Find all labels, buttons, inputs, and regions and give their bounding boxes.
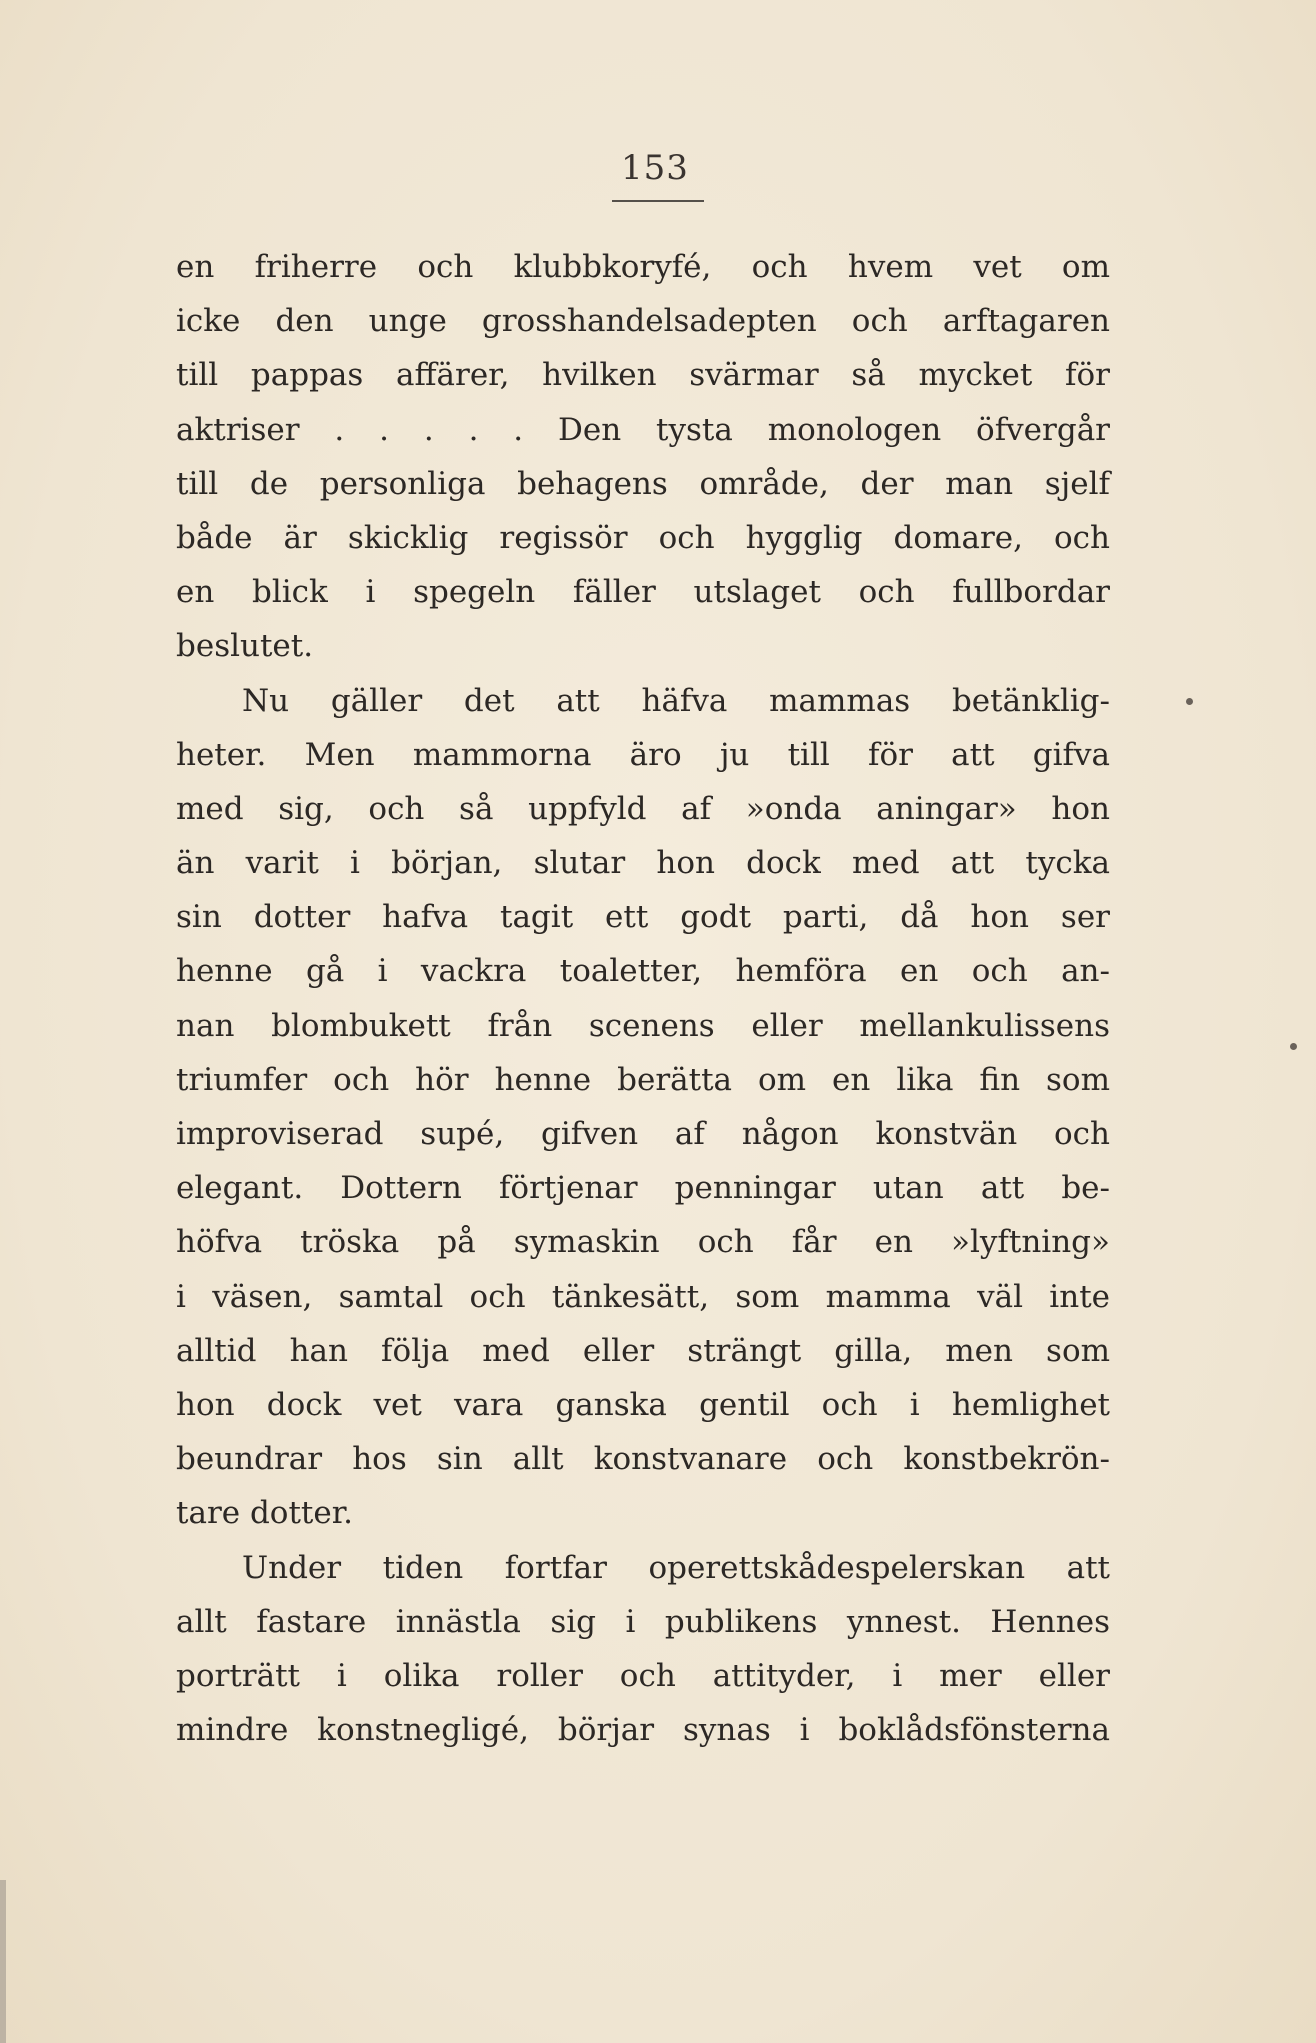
text-line: elegant. Dottern förtjenar penningar utan att be- (176, 1170, 1110, 1207)
text-line: heter. Men mammorna äro ju till för att gifva (176, 736, 1110, 773)
text-line: aktriser . . . . . Den tysta monologen öfvergår (176, 411, 1110, 448)
text-line: beundrar hos sin allt konstvanare och konstbekrön- (176, 1441, 1110, 1478)
text-line: än varit i början, slutar hon dock med att tycka (176, 845, 1110, 882)
text-line: alltid han följa med eller strängt gilla, men som (176, 1332, 1110, 1369)
text-line: Nu gäller det att häfva mammas betänklig- (242, 682, 1110, 719)
text-line: höfva tröska på symaskin och får en »lyftning» (176, 1224, 1110, 1261)
text-line: beslutet. (176, 628, 314, 665)
paper-speck (1186, 698, 1193, 705)
text-line: med sig, och så uppfyld af »onda aningar» hon (176, 790, 1110, 827)
text-line: triumfer och hör henne berätta om en lika fin som (176, 1061, 1110, 1098)
text-line: till de personliga behagens område, der man sjelf (176, 465, 1110, 502)
text-line: både är skicklig regissör och hygglig domare, och (176, 519, 1110, 556)
text-line: henne gå i vackra toaletter, hemföra en och an- (176, 953, 1110, 990)
text-line: porträtt i olika roller och attityder, i mer eller (176, 1657, 1110, 1694)
text-line: sin dotter hafva tagit ett godt parti, då hon ser (176, 899, 1110, 936)
text-line: nan blombukett från scenens eller mellankulissens (176, 1007, 1110, 1044)
body-text (176, 240, 1110, 1757)
text-line: hon dock vet vara ganska gentil och i hemlighet (176, 1386, 1110, 1423)
page-number-rule (612, 200, 704, 202)
text-line: en friherre och klubbkoryfé, och hvem vet om (176, 249, 1110, 285)
page-edge-shadow (0, 1880, 6, 2043)
text-line: tare dotter. (176, 1495, 353, 1532)
text-line: Under tiden fortfar operettskådespelerskan att (242, 1549, 1110, 1586)
text-line: icke den unge grosshandelsadepten och arftagaren (176, 303, 1110, 340)
text-line: i väsen, samtal och tänkesätt, som mamma väl inte (176, 1278, 1110, 1315)
text-line: en blick i spegeln fäller utslaget och fullbordar (176, 574, 1110, 611)
paper-speck (1290, 1043, 1297, 1050)
page-number: 153 (621, 148, 689, 188)
text-line: improviserad supé, gifven af någon konstvän och (176, 1116, 1110, 1152)
text-line: mindre konstnegligé, börjar synas i boklådsfönsterna (176, 1712, 1110, 1749)
text-line: allt fastare innästla sig i publikens ynnest. Hennes (176, 1603, 1110, 1640)
text-line: till pappas affärer, hvilken svärmar så mycket för (176, 357, 1110, 394)
